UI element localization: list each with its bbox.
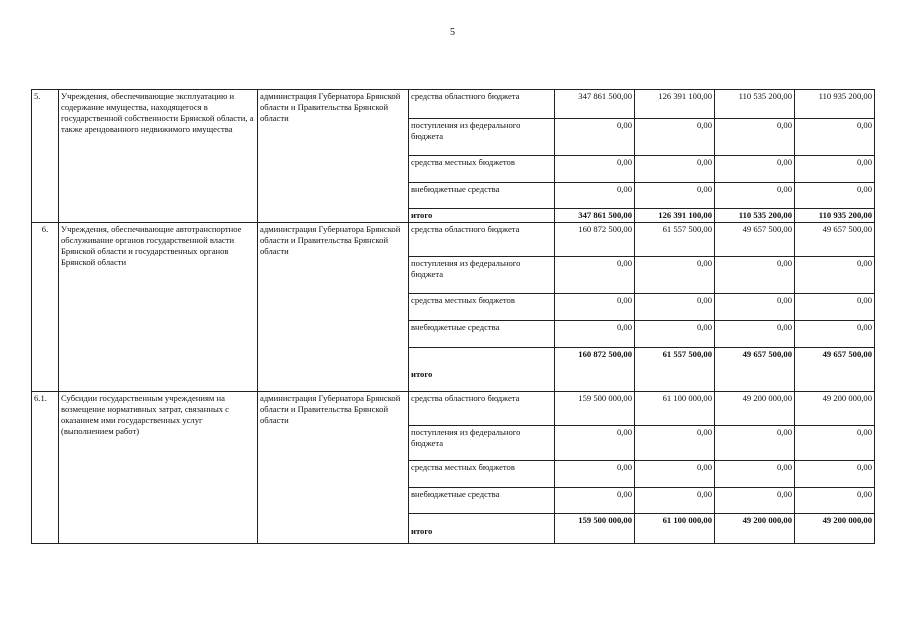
amount-cell: 347 861 500,00	[555, 90, 635, 119]
amount-cell: 0,00	[715, 294, 795, 321]
amount-cell: 0,00	[635, 461, 715, 488]
amount-cell: 0,00	[635, 119, 715, 156]
amount-cell: 0,00	[715, 257, 795, 294]
amount-cell: 0,00	[715, 426, 795, 461]
amount-cell: 0,00	[635, 426, 715, 461]
amount-cell: 0,00	[555, 461, 635, 488]
funding-source: внебюджетные средства	[409, 321, 555, 348]
budget-table	[31, 89, 875, 544]
amount-cell: 0,00	[715, 156, 795, 183]
amount-cell: 0,00	[555, 156, 635, 183]
section-name: Субсидии государственным учреждениям на возмещение нормативных затрат, связанных с оказанием ими государственных услуг (выполнением работ)	[59, 392, 258, 544]
funding-source: средства местных бюджетов	[409, 461, 555, 488]
section-number: 6.1.	[32, 392, 59, 544]
funding-source: средства местных бюджетов	[409, 156, 555, 183]
section-number: 5.	[32, 90, 59, 223]
amount-cell: 0,00	[795, 321, 875, 348]
funding-source: поступления из федерального бюджета	[409, 119, 555, 156]
amount-cell: 0,00	[795, 119, 875, 156]
amount-cell: 0,00	[795, 294, 875, 321]
amount-cell: 0,00	[635, 183, 715, 209]
funding-source: поступления из федерального бюджета	[409, 257, 555, 294]
amount-cell: 61 100 000,00	[635, 514, 715, 544]
amount-cell: 110 535 200,00	[715, 90, 795, 119]
amount-cell: 49 657 500,00	[795, 223, 875, 257]
funding-source: внебюджетные средства	[409, 488, 555, 514]
amount-cell: 0,00	[555, 426, 635, 461]
amount-cell: 0,00	[555, 257, 635, 294]
amount-cell: 49 200 000,00	[795, 514, 875, 544]
amount-cell: 159 500 000,00	[555, 392, 635, 426]
amount-cell: 0,00	[795, 488, 875, 514]
amount-cell: 0,00	[795, 257, 875, 294]
amount-cell: 0,00	[715, 321, 795, 348]
section-executor: администрация Губернатора Брянской области и Правительства Брянской области	[258, 90, 409, 223]
table-row	[32, 223, 875, 257]
amount-cell: 61 100 000,00	[635, 392, 715, 426]
section-number: 6.	[32, 223, 59, 392]
amount-cell: 0,00	[795, 156, 875, 183]
amount-cell: 0,00	[715, 461, 795, 488]
section-executor: администрация Губернатора Брянской области и Правительства Брянской области	[258, 223, 409, 392]
amount-cell: 110 935 200,00	[795, 209, 875, 223]
amount-cell: 0,00	[555, 488, 635, 514]
amount-cell: 0,00	[555, 294, 635, 321]
page-number: 5	[450, 27, 455, 38]
amount-cell: 49 200 000,00	[795, 392, 875, 426]
amount-cell: 0,00	[555, 119, 635, 156]
amount-cell: 110 935 200,00	[795, 90, 875, 119]
amount-cell: 160 872 500,00	[555, 223, 635, 257]
amount-cell: 0,00	[795, 183, 875, 209]
funding-source: итого	[409, 209, 555, 223]
section-executor: администрация Губернатора Брянской области и Правительства Брянской области	[258, 392, 409, 544]
amount-cell: 61 557 500,00	[635, 223, 715, 257]
funding-source: внебюджетные средства	[409, 183, 555, 209]
amount-cell: 0,00	[635, 156, 715, 183]
amount-cell: 0,00	[635, 294, 715, 321]
amount-cell: 49 657 500,00	[715, 223, 795, 257]
amount-cell: 49 657 500,00	[715, 348, 795, 392]
amount-cell: 347 861 500,00	[555, 209, 635, 223]
funding-source: средства местных бюджетов	[409, 294, 555, 321]
funding-source: итого	[409, 514, 555, 544]
amount-cell: 0,00	[795, 426, 875, 461]
funding-source: итого	[409, 348, 555, 392]
amount-cell: 0,00	[795, 461, 875, 488]
amount-cell: 0,00	[715, 119, 795, 156]
amount-cell: 110 535 200,00	[715, 209, 795, 223]
amount-cell: 0,00	[635, 257, 715, 294]
table-row	[32, 90, 875, 119]
amount-cell: 0,00	[635, 488, 715, 514]
amount-cell: 159 500 000,00	[555, 514, 635, 544]
amount-cell: 126 391 100,00	[635, 90, 715, 119]
amount-cell: 0,00	[555, 321, 635, 348]
amount-cell: 126 391 100,00	[635, 209, 715, 223]
amount-cell: 61 557 500,00	[635, 348, 715, 392]
funding-source: поступления из федерального бюджета	[409, 426, 555, 461]
amount-cell: 0,00	[715, 183, 795, 209]
amount-cell: 49 200 000,00	[715, 392, 795, 426]
section-name: Учреждения, обеспечивающие автотранспортное обслуживание органов государственной власти Брянской области и государственных органов Брянской области	[59, 223, 258, 392]
funding-source: средства областного бюджета	[409, 392, 555, 426]
funding-source: средства областного бюджета	[409, 90, 555, 119]
table-row	[32, 392, 875, 426]
funding-source: средства областного бюджета	[409, 223, 555, 257]
amount-cell: 0,00	[555, 183, 635, 209]
section-name: Учреждения, обеспечивающие эксплуатацию и содержание имущества, находящегося в государственной собственности Брянской области, а также арендованного недвижимого имущества	[59, 90, 258, 223]
amount-cell: 49 657 500,00	[795, 348, 875, 392]
amount-cell: 160 872 500,00	[555, 348, 635, 392]
amount-cell: 0,00	[635, 321, 715, 348]
amount-cell: 0,00	[715, 488, 795, 514]
amount-cell: 49 200 000,00	[715, 514, 795, 544]
